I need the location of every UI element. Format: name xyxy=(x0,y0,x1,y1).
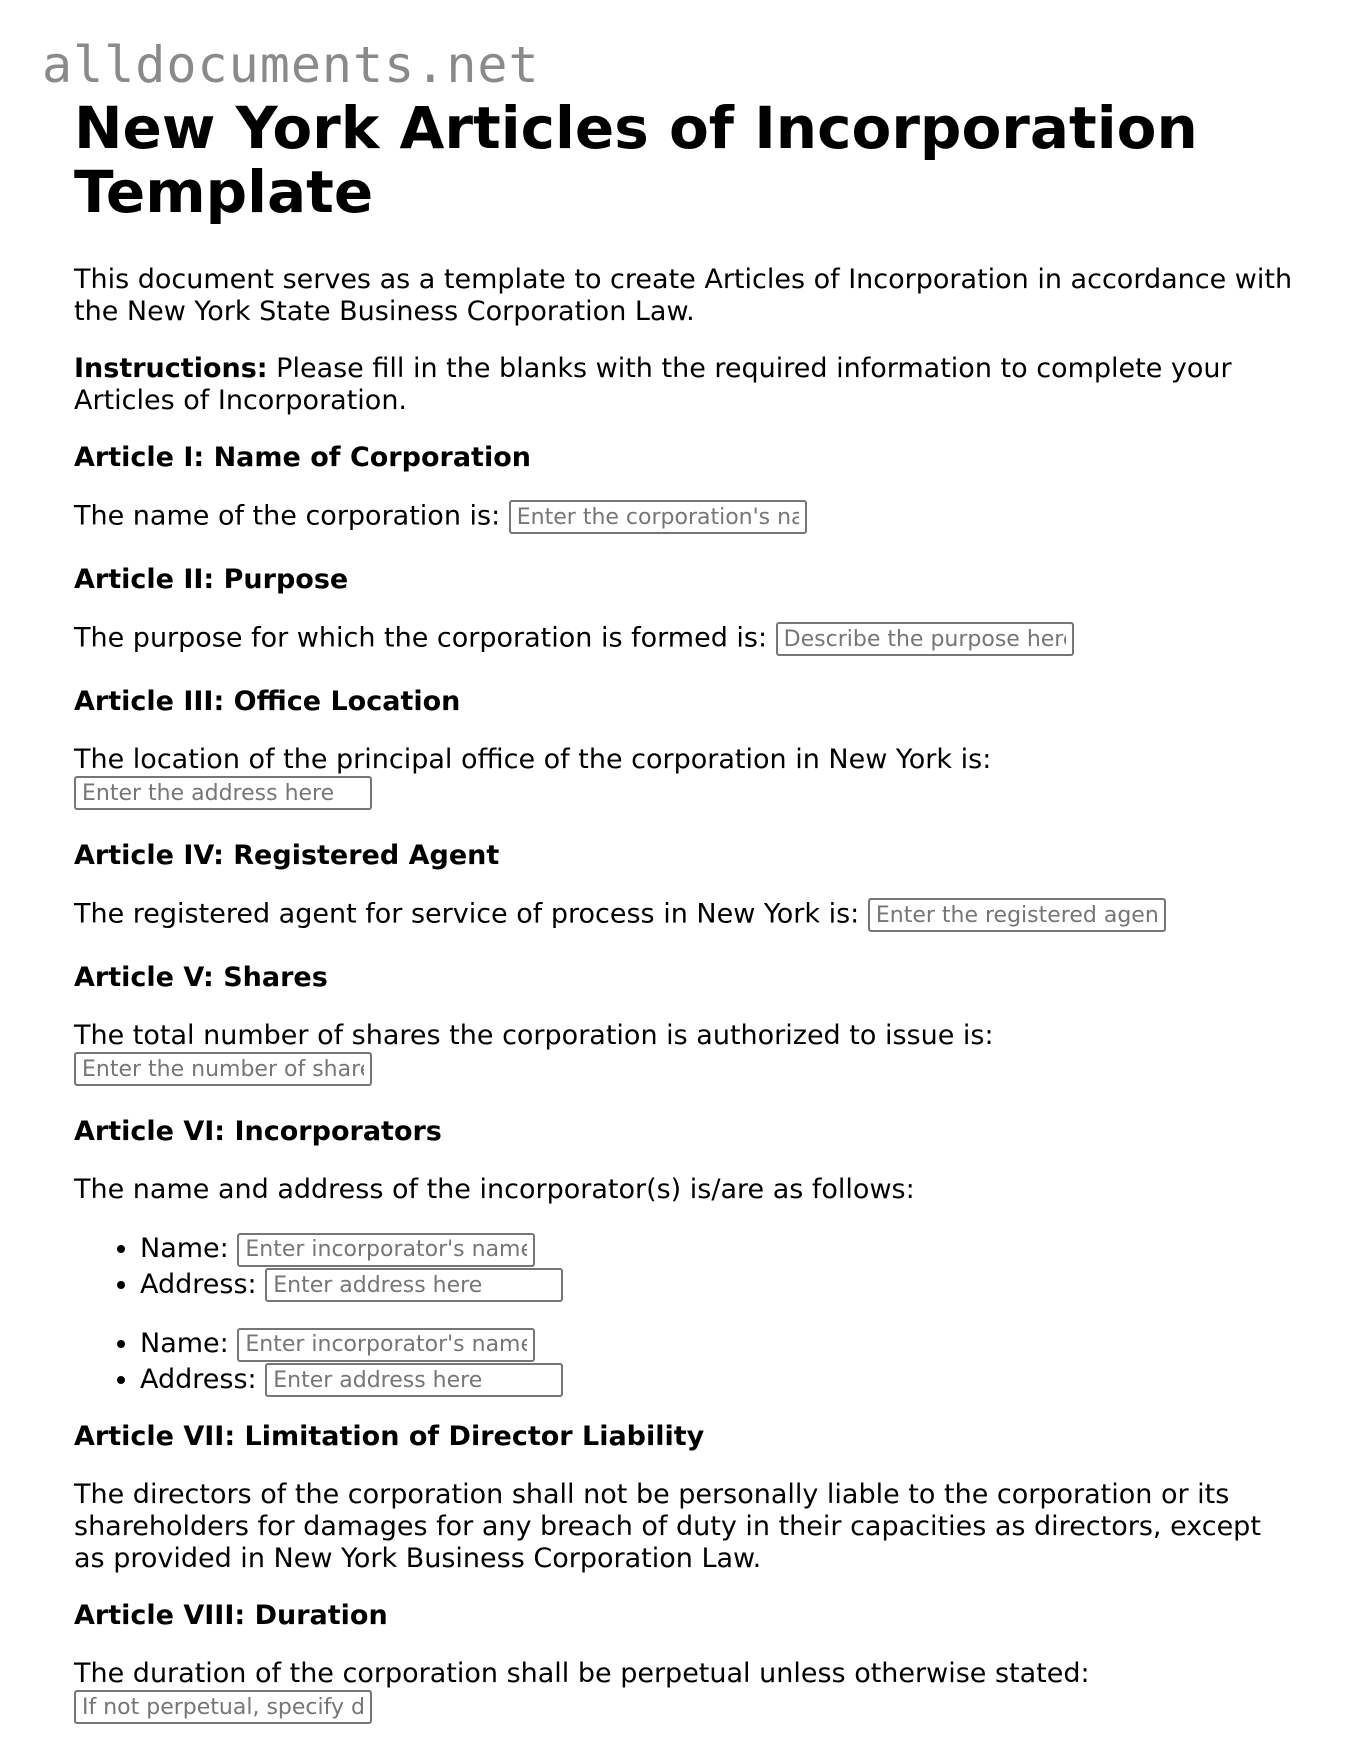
incorporator-1-address-input[interactable] xyxy=(265,1268,563,1302)
article-3-text: The location of the principal office of the corporation in New York is: xyxy=(74,744,992,775)
article-3-row xyxy=(74,744,1294,810)
corporation-name-input[interactable] xyxy=(509,500,807,534)
article-8-heading: Article VIII: Duration xyxy=(74,1600,388,1631)
incorporator-1-name-input[interactable] xyxy=(237,1233,535,1267)
list-item xyxy=(140,1362,1294,1398)
article-5-text: The total number of shares the corporation is authorized to issue is: xyxy=(74,1020,994,1051)
article-4-row xyxy=(74,898,1294,932)
article-6-text: The name and address of the incorporator(s) is/are as follows: xyxy=(74,1174,915,1205)
office-address-input[interactable] xyxy=(74,776,372,810)
duration-input[interactable] xyxy=(74,1690,372,1724)
article-1-text: The name of the corporation is: xyxy=(74,500,509,532)
address-label: Address: xyxy=(140,1363,266,1395)
list-item xyxy=(140,1326,1294,1362)
instructions-text: Please fill in the blanks with the required information to complete your Articles of Incorporation. xyxy=(74,353,1232,416)
article-8-text: The duration of the corporation shall be perpetual unless otherwise stated: xyxy=(74,1658,1090,1689)
page-title: New York Articles of Incorporation Template xyxy=(74,94,1198,226)
purpose-input[interactable] xyxy=(776,622,1074,656)
article-2-text: The purpose for which the corporation is formed is: xyxy=(74,622,776,654)
article-6-heading: Article VI: Incorporators xyxy=(74,1116,442,1147)
article-7-text: The directors of the corporation shall not be personally liable to the corporation or its shareholders for damages for any breach of duty in their capacities as directors, except as provided in New York Business Corporation Law. xyxy=(74,1479,1261,1574)
article-5-row xyxy=(74,1020,1294,1086)
incorporator-2-list xyxy=(74,1326,1294,1397)
article-1-heading: Article I: Name of Corporation xyxy=(74,442,531,473)
registered-agent-input[interactable] xyxy=(868,898,1166,932)
article-7-heading: Article VII: Limitation of Director Liability xyxy=(74,1421,705,1452)
article-2-heading: Article II: Purpose xyxy=(74,564,349,595)
address-label: Address: xyxy=(140,1268,266,1300)
incorporator-2-name-input[interactable] xyxy=(237,1328,535,1362)
article-5-heading: Article V: Shares xyxy=(74,962,328,993)
name-label: Name: xyxy=(140,1233,238,1264)
article-3-heading: Article III: Office Location xyxy=(74,686,461,717)
document-body xyxy=(74,96,1294,1724)
article-4-heading: Article IV: Registered Agent xyxy=(74,840,500,871)
article-2-row xyxy=(74,622,1294,656)
list-item xyxy=(140,1231,1294,1267)
instructions-paragraph xyxy=(74,353,1294,417)
name-label: Name: xyxy=(140,1328,238,1359)
article-4-text: The registered agent for service of process in New York is: xyxy=(74,898,868,930)
shares-input[interactable] xyxy=(74,1052,372,1086)
incorporator-1-list xyxy=(74,1231,1294,1302)
watermark: alldocuments.net xyxy=(42,36,540,94)
list-item xyxy=(140,1267,1294,1303)
article-1-row xyxy=(74,500,1294,534)
instructions-label: Instructions: xyxy=(74,353,268,384)
incorporator-2-address-input[interactable] xyxy=(265,1363,563,1397)
intro-paragraph: This document serves as a template to create Articles of Incorporation in accordance with the New York State Business Corporation Law. xyxy=(74,264,1293,327)
